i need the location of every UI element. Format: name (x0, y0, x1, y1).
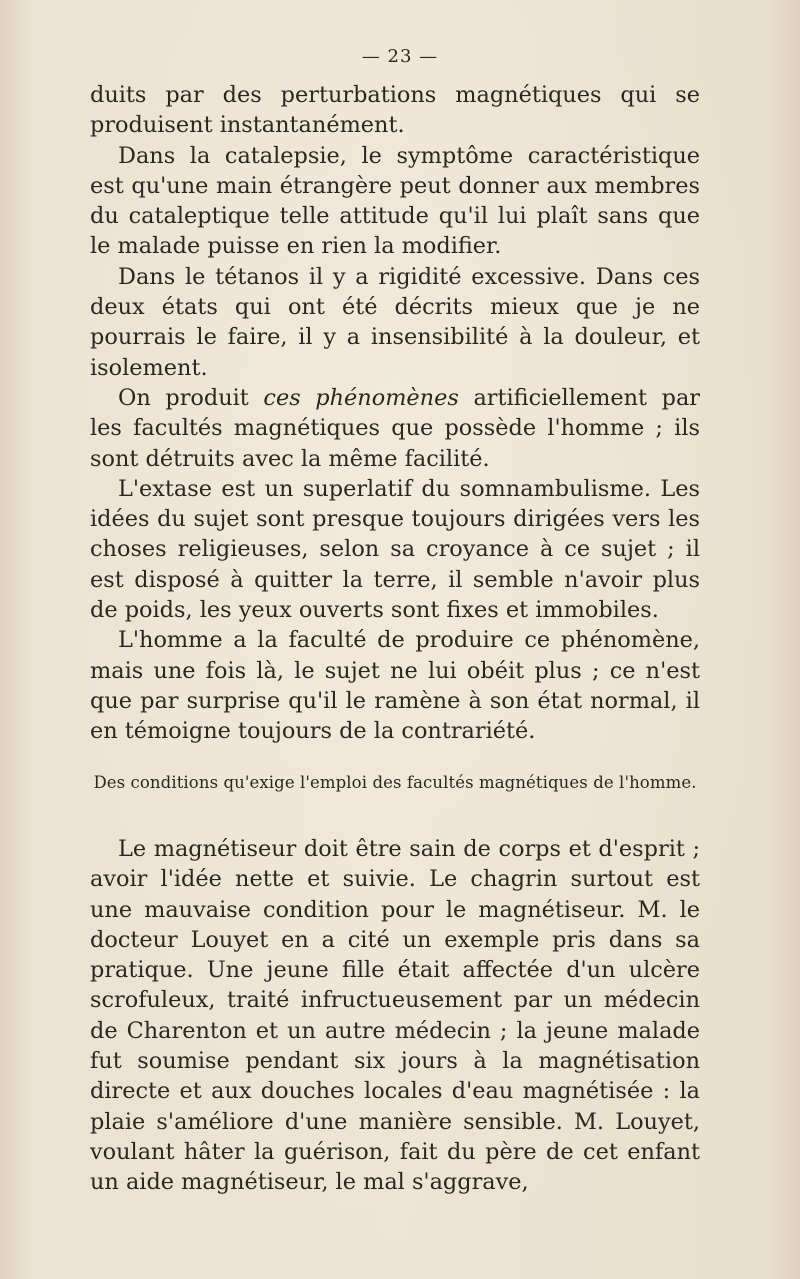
paragraph: Dans le tétanos il y a rigidité excessive. Dans ces deux états qui ont été décrits mieux que je ne pourrais le faire, il y a insensibilité à la douleur, et isolement. (90, 263, 700, 381)
paragraph-text: artificiellement par les facultés magnétiques que possède l'homme ; ils sont détruits avec la même facilité. (90, 384, 700, 472)
section-heading: Des conditions qu'exige l'emploi des facultés magnétiques de l'homme. (93, 773, 697, 792)
upper-text-block (90, 80, 700, 747)
lower-text-block (90, 834, 700, 1198)
paragraph-text: On produit (118, 384, 264, 411)
italic-phrase: ces phénomènes (263, 384, 459, 411)
paragraph: Le magnétiseur doit être sain de corps et d'esprit ; avoir l'idée nette et suivie. Le chagrin surtout est une mauvaise condition pour le magnétiseur. M. le docteur Louyet en a cité un exemple pris dans sa pratique. Une jeune fille était affectée d'un ulcère scrofuleux, traité infructueusement par un médecin de Charenton et un autre médecin ; la jeune malade fut soumise pendant six jours à la magnétisation directe et aux douches locales d'eau magnétisée : la plaie s'améliore d'une manière sensible. M. Louyet, voulant hâter la guérison, fait du père de cet enfant un aide magnétiseur, le mal s'aggrave, (90, 836, 700, 1196)
paragraph (90, 383, 700, 474)
paragraph: L'extase est un superlatif du somnambulisme. Les idées du sujet sont presque toujours dirigées vers les choses religieuses, selon sa croyance à ce sujet ; il est disposé à quitter la terre, il semble n'avoir plus de poids, les yeux ouverts sont fixes et immobiles. (90, 475, 700, 624)
paragraph: Dans la catalepsie, le symptôme caractéristique est qu'une main étrangère peut donner aux membres du cataleptique telle attitude qu'il lui plaît sans que le malade puisse en rien la modifier. (90, 142, 700, 260)
paragraph: duits par des perturbations magnétiques qui se produisent instantanément. (90, 82, 700, 139)
paragraph: L'homme a la faculté de produire ce phénomène, mais une fois là, le sujet ne lui obéit plus ; ce n'est que par surprise qu'il le ramène à son état normal, il en témoigne toujours de la contrariété. (90, 627, 700, 745)
page-number: — 23 — (361, 46, 439, 67)
